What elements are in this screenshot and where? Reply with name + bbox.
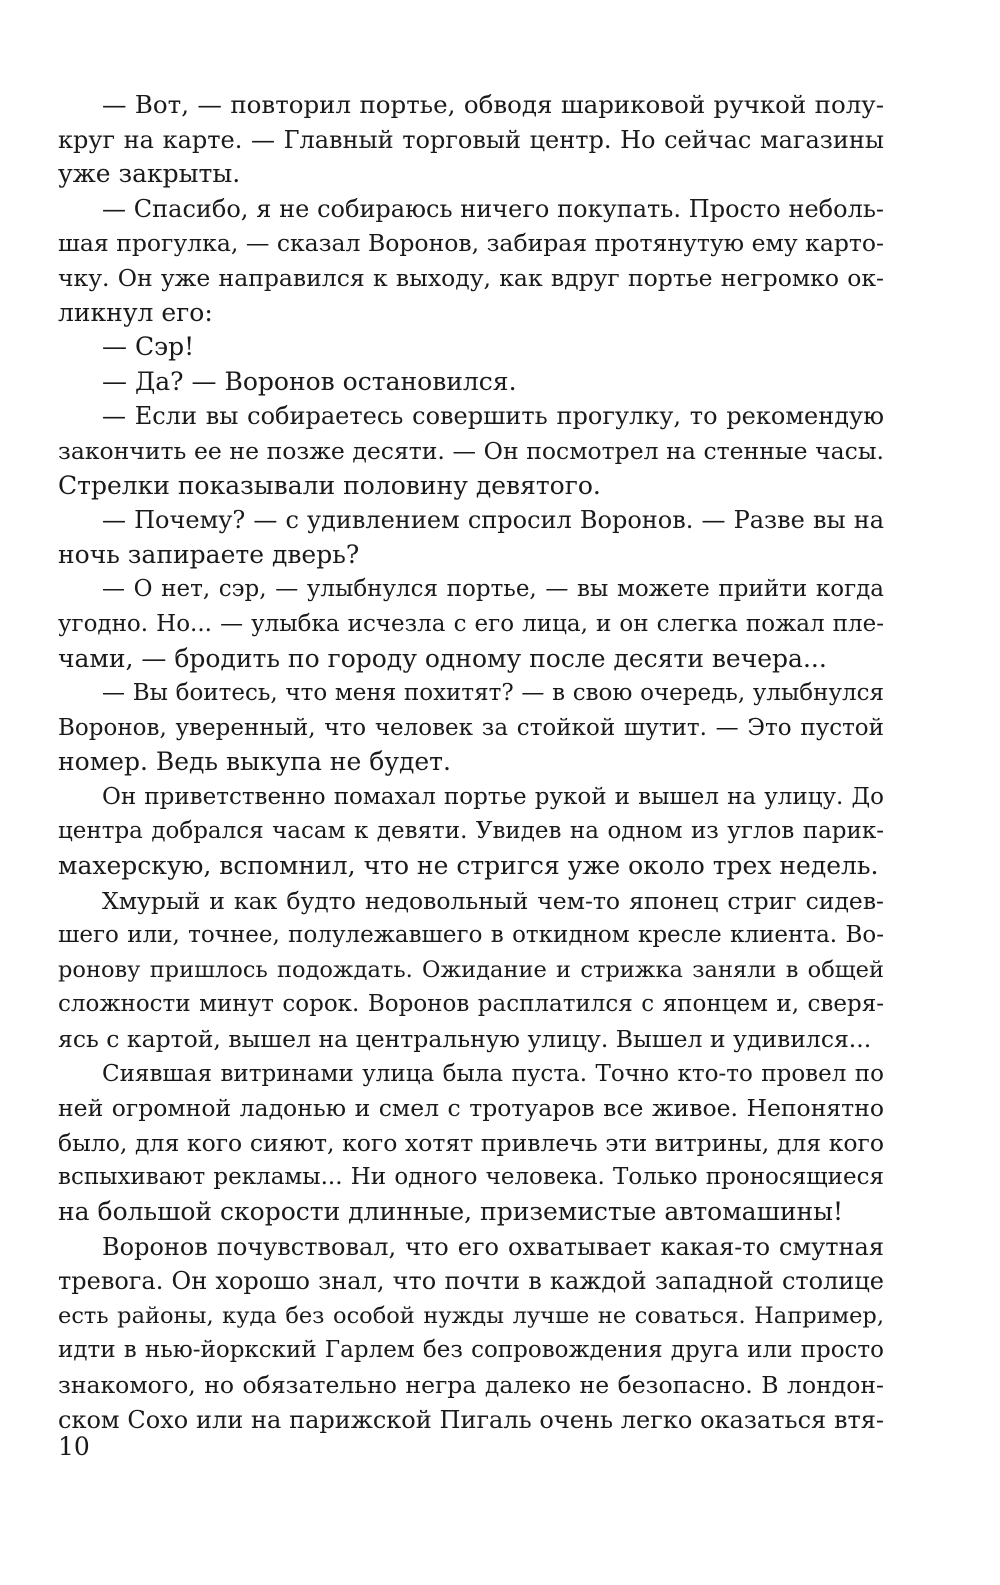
text-line: тревога. Он хорошо знал, что почти в каждой западной столице	[58, 1267, 884, 1296]
text-line: центра добрался часам к девяти. Увидев на одном из углов парик-	[58, 818, 884, 845]
text-line: — Вы боитесь, что меня похитят? — в свою очередь, улыбнулся	[102, 680, 884, 707]
text-line: на большой скорости длинные, приземистые автомашины!	[58, 1197, 844, 1226]
text-line: вспыхивают рекламы... Ни одного человека. Только проносящиеся	[58, 1164, 884, 1191]
text-line: Он приветственно помахал портье рукой и вышел на улицу. До	[102, 783, 884, 810]
text-line: круг на карте. — Главный торговый центр. Но сейчас магазины	[58, 125, 884, 154]
text-line: — Почему? — с удивлением спросил Воронов. — Разве вы на	[102, 506, 884, 535]
page-number: 10	[58, 1432, 90, 1461]
text-line: ликнул его:	[58, 297, 213, 327]
text-line: шего или, точнее, полулежавшего в откидном кресле клиента. Во-	[58, 922, 884, 949]
text-line: ночь запираете дверь?	[58, 539, 360, 569]
text-line: чами, — бродить по городу одному после десяти вечера...	[58, 643, 827, 673]
text-line: Сиявшая витринами улица была пуста. Точно кто-то провел по	[102, 1060, 884, 1087]
text-line: Стрелки показывали половину девятого.	[58, 470, 601, 500]
text-line: сложности минут сорок. Воронов расплатился с японцем и, сверя-	[58, 991, 884, 1018]
text-line: идти в нью-йоркский Гарлем без сопровождения друга или просто	[58, 1337, 884, 1364]
text-line: номер. Ведь выкупа не будет.	[58, 747, 451, 777]
text-line: закончить ее не позже десяти. — Он посмотрел на стенные часы.	[58, 436, 884, 465]
text-line: шая прогулка, — сказал Воронов, забирая протянутую ему карто-	[58, 229, 884, 258]
text-line: угодно. Но... — улыбка исчезла с его лица, и он слегка пожал пле-	[58, 610, 884, 637]
text-line: есть районы, куда без особой нужды лучше не соваться. Например,	[58, 1302, 884, 1329]
text-line: ясь с картой, вышел на центральную улицу. Вышел и удивился...	[58, 1025, 872, 1054]
text-line: знакомого, но обязательно негра далеко не безопасно. В лондон-	[58, 1370, 884, 1399]
text-line: было, для кого сияют, кого хотят привлечь эти витрины, для кого	[58, 1128, 884, 1157]
text-line: — Да? — Воронов остановился.	[102, 366, 517, 396]
text-line: Воронов почувствовал, что его охватывает какая-то смутная	[102, 1232, 884, 1261]
text-line: — Сэр!	[102, 332, 195, 362]
text-line: ней огромной ладонью и смел с тротуаров все живое. Непонятно	[58, 1094, 884, 1123]
text-line: уже закрыты.	[58, 159, 241, 189]
text-line: Хмурый и как будто недовольный чем-то японец стриг сидев-	[102, 886, 884, 915]
body-text	[58, 88, 884, 1437]
text-line: — О нет, сэр, — улыбнулся портье, — вы можете прийти когда	[102, 576, 884, 603]
text-line: ском Сохо или на парижской Пигаль очень легко оказаться втя-	[58, 1405, 884, 1434]
text-line: махерскую, вспомнил, что не стригся уже около трех недель.	[58, 851, 879, 881]
text-line: Воронов, уверенный, что человек за стойкой шутит. — Это пустой	[58, 714, 884, 741]
text-line: чку. Он уже направился к выходу, как вдруг портье негромко ок-	[58, 263, 884, 292]
text-line: — Спасибо, я не собираюсь ничего покупать. Просто неболь-	[102, 194, 884, 223]
text-line: — Если вы собираетесь совершить прогулку, то рекомендую	[102, 402, 884, 431]
text-line: — Вот, — повторил портье, обводя шариковой ручкой полу-	[102, 90, 884, 119]
text-line: ронову пришлось подождать. Ожидание и стрижка заняли в общей	[58, 956, 884, 983]
